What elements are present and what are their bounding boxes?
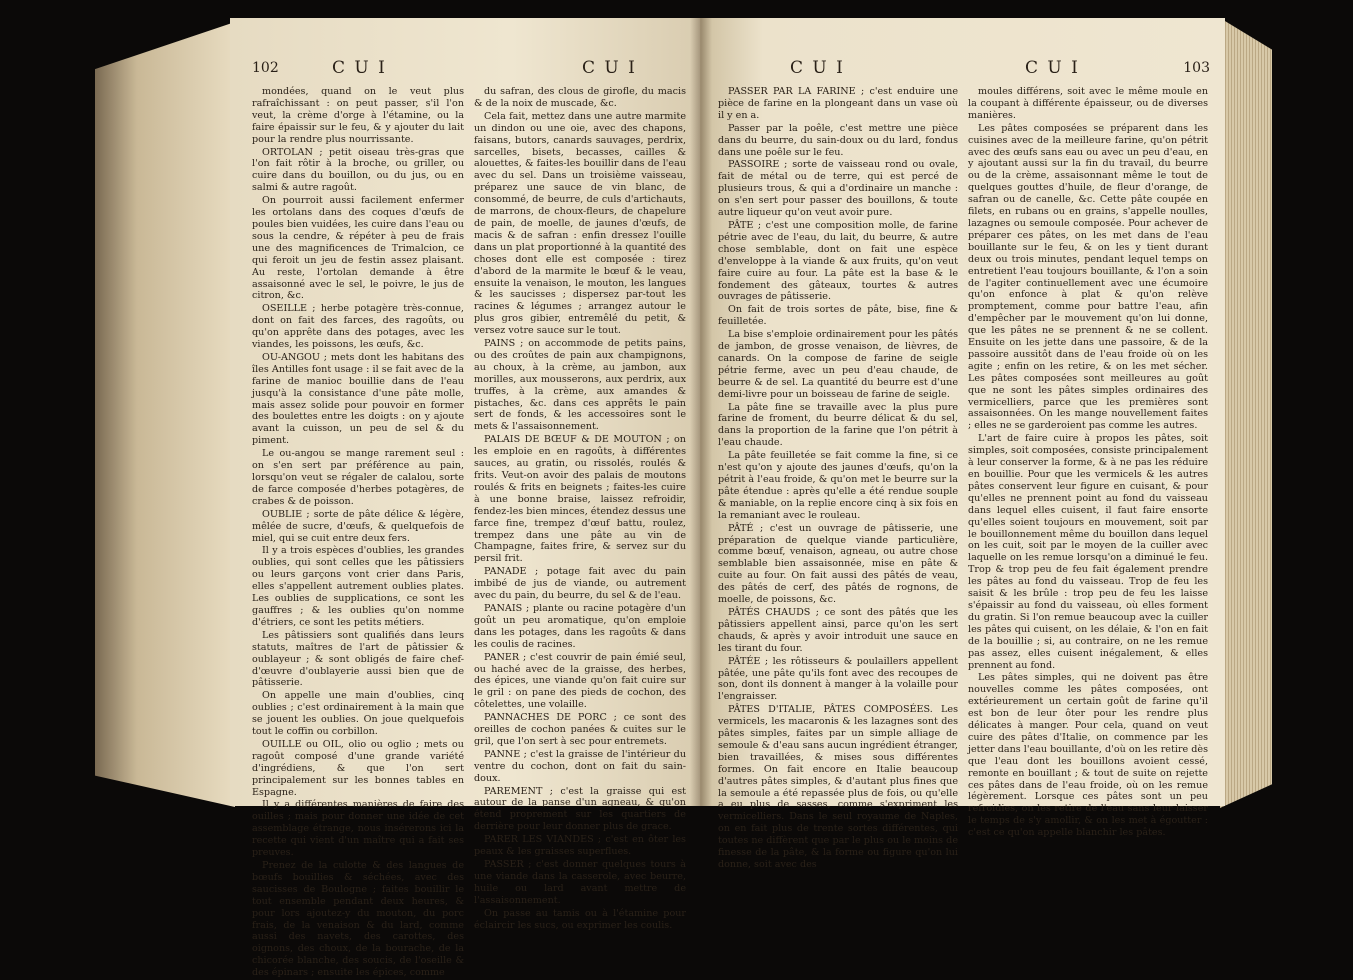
paragraph: On appelle une main d'oublies, cinq oublies ; c'est ordinairement à la main que se jouent les oublies. On joue quelquefois tout le coffin ou corbillon.	[252, 690, 464, 738]
paragraph: PÂTES D'ITALIE, PÂTES COMPOSÉES. Les vermicels, les macaronis & les lazagnes sont des pâtes simples, faites par un simple alliage de semoule & d'eau sans aucun ingrédient étranger, bien travaillées, & mises sous différentes formes. On fait encore en Italie beaucoup d'autres pâtes simples, & d'autant plus fines que la semoule a été repassée plus de fois, ou qu'elle a eu plus de sasses, comme s'expriment les vermicelliers. Dans le seul royaume de Naples, on en fait plus de trente sortes différentes, qui toutes ne diffèrent que par le plus ou le moins de finesse de la pâte, & la forme ou figure qu'on lui donne, soit avec des	[718, 704, 958, 870]
running-head-right: C U I	[1025, 58, 1080, 78]
paragraph: Les pâtes composées se préparent dans les cuisines avec de la meilleure farine, qu'on pétrit avec des œufs sans eau ou avec un peu d'eau, en y ajoutant aussi sur la fin du travail, du beurre ou de la crème, assaisonnant même le tout de quelques gouttes d'huile, de fleur d'orange, de safran ou de canelle, &c. Cette pâte coupée en filets, en rubans ou en grains, s'appelle noulles, lazagnes ou semoule composée. Pour achever de préparer ces pâtes, on les met dans de l'eau bouillante sur le feu, & on les y tient durant deux ou trois minutes, pendant lequel temps on entretient l'eau toujours bouillante, & l'on a soin de l'agiter continuellement avec une écumoire qu'on enfonce à plat & qu'on relève promptement, comme pour battre l'eau, afin d'empêcher par le mouvement qu'on lui donne, que les pâtes ne se prennent & ne se collent. Ensuite on les jette dans une passoire, & de la passoire aussitôt dans de l'eau froide où on les agite ; enfin on les retire, & on les met sécher. Les pâtes composées sont meilleures au goût que ne sont les pâtes simples ordinaires des vermicelliers, parce que les premières sont assaisonnées. On les mange nouvellement faites ; elles ne se garderoient pas comme les autres.	[968, 122, 1208, 432]
paragraph: La bise s'emploie ordinairement pour les pâtés de jambon, de grosse venaison, de lièvres, de canards. On la compose de farine de seigle pétrie ferme, avec un peu d'eau chaude, de beurre & de sel. La quantité du beurre est d'une demi-livre pour un boisseau de farine de seigle.	[718, 329, 958, 400]
paragraph: Il y a trois espèces d'oublies, les grandes oublies, qui sont celles que les pâtissiers ou leurs garçons vont crier dans Paris, elles s'appellent autrement oublies plates. Les oublies de supplications, ce sont les gauffres ; & les oublies qu'on nomme d'étriers, ce sont les petits métiers.	[252, 545, 464, 628]
paragraph: PASSOIRE ; sorte de vaisseau rond ou ovale, fait de métal ou de terre, qui est percé de plusieurs trous, & qui a d'ordinaire un manche : on s'en sert pour passer des bouillons, & toute autre liqueur qu'on veut avoir pure.	[718, 159, 958, 219]
paragraph: PANADE ; potage fait avec du pain imbibé de jus de viande, ou autrement avec du pain, du beurre, du sel & de l'eau.	[474, 566, 686, 602]
page-number: 102	[252, 60, 279, 76]
paragraph: PASSER PAR LA FARINE ; c'est enduire une pièce de farine en la plongeant dans un vase où il y en a.	[718, 86, 958, 121]
running-head-right: C U I	[582, 58, 637, 78]
paragraph: La pâte feuilletée se fait comme la fine, si ce n'est qu'on y ajoute des jaunes d'œufs, qu'on la pétrit à l'eau froide, & qu'on met le beurre sur la pâte étendue : après qu'elle a été rendue souple & maniable, on la replie encore cinq à six fois en la remaniant avec le rouleau.	[718, 450, 958, 521]
paragraph: La pâte fine se travaille avec la plus pure farine de froment, du beurre délicat & du sel, dans la proportion de la farine que l'on pétrit à l'eau chaude.	[718, 401, 958, 449]
left-column-1	[252, 86, 464, 980]
paragraph: PÂTÉE ; les rôtisseurs & poulaillers appellent pâtée, une pâte qu'ils font avec des recoupes de son, dont ils donnent à manger à la volaille pour l'engraisser.	[718, 655, 958, 703]
paragraph: mondées, quand on le veut plus rafraîchissant : on peut passer, s'il l'on veut, la crème d'orge à l'étamine, ou la faire épaissir sur le feu, & y ajouter du lait pour la rendre plus nourrissante.	[252, 86, 464, 145]
paragraph: OU-ANGOU ; mets dont les habitans des îles Antilles font usage : il se fait avec de la farine de manioc bouillie dans de l'eau jusqu'à la consistance d'une pâte molle, mais assez solide pour pouvoir en former des boulettes entre les doigts : on y ajoute avant la cuisson, un peu de sel & du piment.	[252, 351, 464, 447]
right-page-edges	[1220, 18, 1272, 808]
paragraph: L'art de faire cuire à propos les pâtes, soit simples, soit composées, consiste principalement à leur conserver la forme, & à ne pas les réduire en bouillie. Pour que les vermicels & les autres pâtes conservent leur figure en cuisant, & pour qu'elles ne prennent point au fond du vaisseau dans lequel elles cuisent, il faut faire ensorte qu'elles soient toujours en mouvement, soit par le bouillonnement même du bouillon dans lequel on les cuit, soit par le moyen de la cuiller avec laquelle on les remue lorsqu'on a diminué le feu. Trop & trop peu de feu fait également prendre les pâtes au fond du vaisseau. Trop de feu les saisit & les brûle : trop peu de feu les laisse s'épaissir au fond du vaisseau, où elles forment du gratin. Si l'on remue beaucoup avec la cuiller les pâtes qui cuisent, on les délaie, & l'on en fait de la bouillie ; si, au contraire, on ne les remue pas assez, elles cuisent inégalement, & elles prennent au fond.	[968, 433, 1208, 671]
paragraph: OUBLIE ; sorte de pâte délice & légère, mêlée de sucre, d'œufs, & quelquefois de miel, qui se cuit entre deux fers.	[252, 508, 464, 544]
paragraph: PÂTÉ ; c'est un ouvrage de pâtisserie, une préparation de quelque viande particulière, comme bœuf, venaison, agneau, ou autre chose semblable bien assaisonnée, mise en pâte & cuite au four. On fait aussi des pâtés de veau, des pâtés de cerf, des pâtés de rognons, de moelle, de poissons, &c.	[718, 522, 958, 606]
left-page-header	[252, 58, 682, 82]
paragraph: On fait de trois sortes de pâte, bise, fine & feuilletée.	[718, 304, 958, 328]
paragraph: Il y a différentes manières de faire des ouilles ; mais pour donner une idée de cet assemblage étrange, nous insérerons ici la recette qui vient d'un maître qui a fait ses preuves.	[252, 799, 464, 859]
paragraph: du safran, des clous de girofle, du macis & de la noix de muscade, &c.	[474, 86, 686, 109]
paragraph: PASSER ; c'est donner quelques tours à une viande dans la casserole, avec beurre, huile ou lard avant mettre de l'assaisonnement.	[474, 859, 686, 906]
paragraph: Passer par la poêle, c'est mettre une pièce dans du beurre, du sain-doux ou du lard, fondus dans une poêle sur le feu.	[718, 122, 958, 158]
paragraph: ORTOLAN ; petit oiseau très-gras que l'on fait rôtir à la broche, ou griller, ou cuire dans du bouillon, ou du jus, ou en salmi & autre ragoût.	[252, 146, 464, 194]
paragraph: PANER ; c'est couvrir de pain émié seul, ou haché avec de la graisse, des herbes, des épices, une viande qu'on fait cuire sur le gril : on pane des pieds de cochon, des côtelettes, une volaille.	[474, 651, 686, 711]
paragraph: PÂTE ; c'est une composition molle, de farine pétrie avec de l'eau, du lait, du beurre, & autre chose semblable, dont on fait une espèce d'enveloppe à la viande & aux fruits, qu'on veut faire cuire au four. La pâte est la base & le fondement des gâteaux, tourtes & autres ouvrages de pâtisserie.	[718, 219, 958, 303]
paragraph: Le ou-angou se mange rarement seul : on s'en sert par préférence au pain, lorsqu'on veut se régaler de calalou, sorte de farce composée d'herbes potagères, de crabes & de poisson.	[252, 448, 464, 507]
right-page-header	[790, 58, 1210, 82]
page-number: 103	[1183, 60, 1210, 76]
right-page	[700, 18, 1225, 870]
book-gutter	[690, 18, 712, 806]
running-head-left: C U I	[332, 58, 387, 78]
paragraph: Les pâtissiers sont qualifiés dans leurs statuts, maîtres de l'art de pâtissier & oublayeur ; & sont obligés de faire chef-d'œuvre d'oublayerie aussi bien que de pâtisserie.	[252, 629, 464, 689]
paragraph: PAINS ; on accommode de petits pains, ou des croûtes de pain aux champignons, au choux, à la crème, au jambon, aux morilles, aux mousserons, aux perdrix, aux truffes, à la crème, aux amandes & pistaches, &c. dans ces apprêts le pain sert de fonds, & les accessoires sont le mets & l'assaisonnement.	[474, 338, 686, 433]
right-column-1	[718, 86, 958, 872]
paragraph: PÂTÉS CHAUDS ; ce sont des pâtés que les pâtissiers appellent ainsi, parce qu'on les sert chauds, & après y avoir introduit une sauce en les tirant du four.	[718, 606, 958, 654]
right-column-2	[968, 86, 1208, 840]
paragraph: PARER LES VIANDES ; c'est en ôter les peaux & les graisses superflues.	[474, 834, 686, 858]
paragraph: PANNE ; c'est la graisse de l'intérieur du ventre du cochon, dont on fait du sain-doux.	[474, 748, 686, 784]
paragraph: Cela fait, mettez dans une autre marmite un dindon ou une oie, avec des chapons, faisans, butors, canards sauvages, perdrix, sarcelles, bisets, becasses, cailles & alouettes, & faites-les bouillir dans de l'eau avec du sel. Dans un troisième vaisseau, préparez une sauce de vin blanc, de consommé, de beurre, de culs d'artichauts, de marrons, de choux-fleurs, de chapelure de pain, de moelle, de jaunes d'œufs, de macis & de safran : enfin dressez l'ouille dans un plat proportionné à la quantité des choses dont elle est composée : tirez d'abord de la marmite le bœuf & le veau, ensuite la venaison, le mouton, les langues & les saucisses ; dispersez par-tout les racines & légumes ; arrangez autour le plus gros gibier, entremêlé du petit, & versez votre sauce sur le tout.	[474, 110, 686, 337]
left-page-edges	[95, 22, 235, 807]
paragraph: OSEILLE ; herbe potagère très-connue, dont on fait des farces, des ragoûts, ou qu'on apprête dans des potages, avec les viandes, les poissons, les œufs, &c.	[252, 303, 464, 351]
paragraph: PAREMENT ; c'est la graisse qui est autour de la panse d'un agneau, & qu'on étend proprement sur les quartiers de derrière pour leur donner plus de grace.	[474, 785, 686, 833]
paragraph: Prenez de la culotte & des langues de bœufs bouillies & séchées, avec des saucisses de Boulogne ; faites bouillir le tout ensemble pendant deux heures, & pour lors ajoutez-y du mouton, du porc frais, de la venaison & du lard, comme aussi des navets, des carottes, des oignons, des choux, de la bourache, de la chicorée blanche, des soucis, de l'oseille & des épinars ; ensuite les épices, comme	[252, 860, 464, 979]
running-head-left: C U I	[790, 58, 845, 78]
paragraph: PANNACHES DE PORC ; ce sont des oreilles de cochon panées & cuites sur le gril, que l'on sert à sec pour entremets.	[474, 712, 686, 747]
paragraph: On pourroit aussi facilement enfermer les ortolans dans des coques d'œufs de poules bien vuidées, les cuire dans l'eau ou sous la cendre, & répéter à peu de frais une des magnificences de Trimalcion, ce qui feroit un jeu de festin assez plaisant. Au reste, l'ortolan demande à être assaisonné avec le sel, le poivre, le jus de citron, &c.	[252, 195, 464, 302]
paragraph: Les pâtes simples, qui ne doivent pas être nouvelles comme les pâtes composées, ont extérieurement un certain goût de farine qu'il est bon de leur ôter pour les rendre plus délicates à manger. Pour cela, quand on veut cuire des pâtes d'Italie, on commence par les jetter dans l'eau bouillante, d'où on les retire dès que l'eau dont les bouillons avoient cessé, remonte en bouillant ; & tout de suite on rejette ces pâtes dans de l'eau froide, où on les remue légèrement. Lorsque ces pâtes sont un peu refroidies, on les retire de l'eau sans leur laisser le temps de s'y amollir, & on les met à égoutter : c'est ce qu'on appelle blanchir les pâtes.	[968, 672, 1208, 839]
paragraph: On passe au tamis ou à l'étamine pour éclaircir les sucs, ou exprimer les coulis.	[474, 907, 686, 931]
paragraph: PANAIS ; plante ou racine potagère d'un goût un peu aromatique, qu'on emploie dans les potages, dans les ragoûts & dans les coulis de racines.	[474, 602, 686, 650]
paragraph: PALAIS DE BŒUF & DE MOUTON ; on les emploie en en ragoûts, à différentes sauces, au gratin, ou rissolés, roulés & frits. Veut-on avoir des palais de moutons roulés & frits en beignets ; faites-les cuire à une bonne braise, laissez refroidir, fendez-les bien minces, étendez dessus une farce fine, trempez d'œuf battu, roulez, trempez dans une pâte au vin de Champagne, faites frire, & servez sur du persil frit.	[474, 434, 686, 565]
paragraph: OUILLE ou OIL, olio ou oglio ; mets ou ragoût composé d'une grande variété d'ingrédiens, & que l'on sert principalement sur les bonnes tables en Espagne.	[252, 738, 464, 798]
left-column-2	[474, 86, 686, 932]
paragraph: moules différens, soit avec le même moule en la coupant à différente épaisseur, ou de diverses manières.	[968, 86, 1208, 121]
left-page	[230, 18, 700, 979]
